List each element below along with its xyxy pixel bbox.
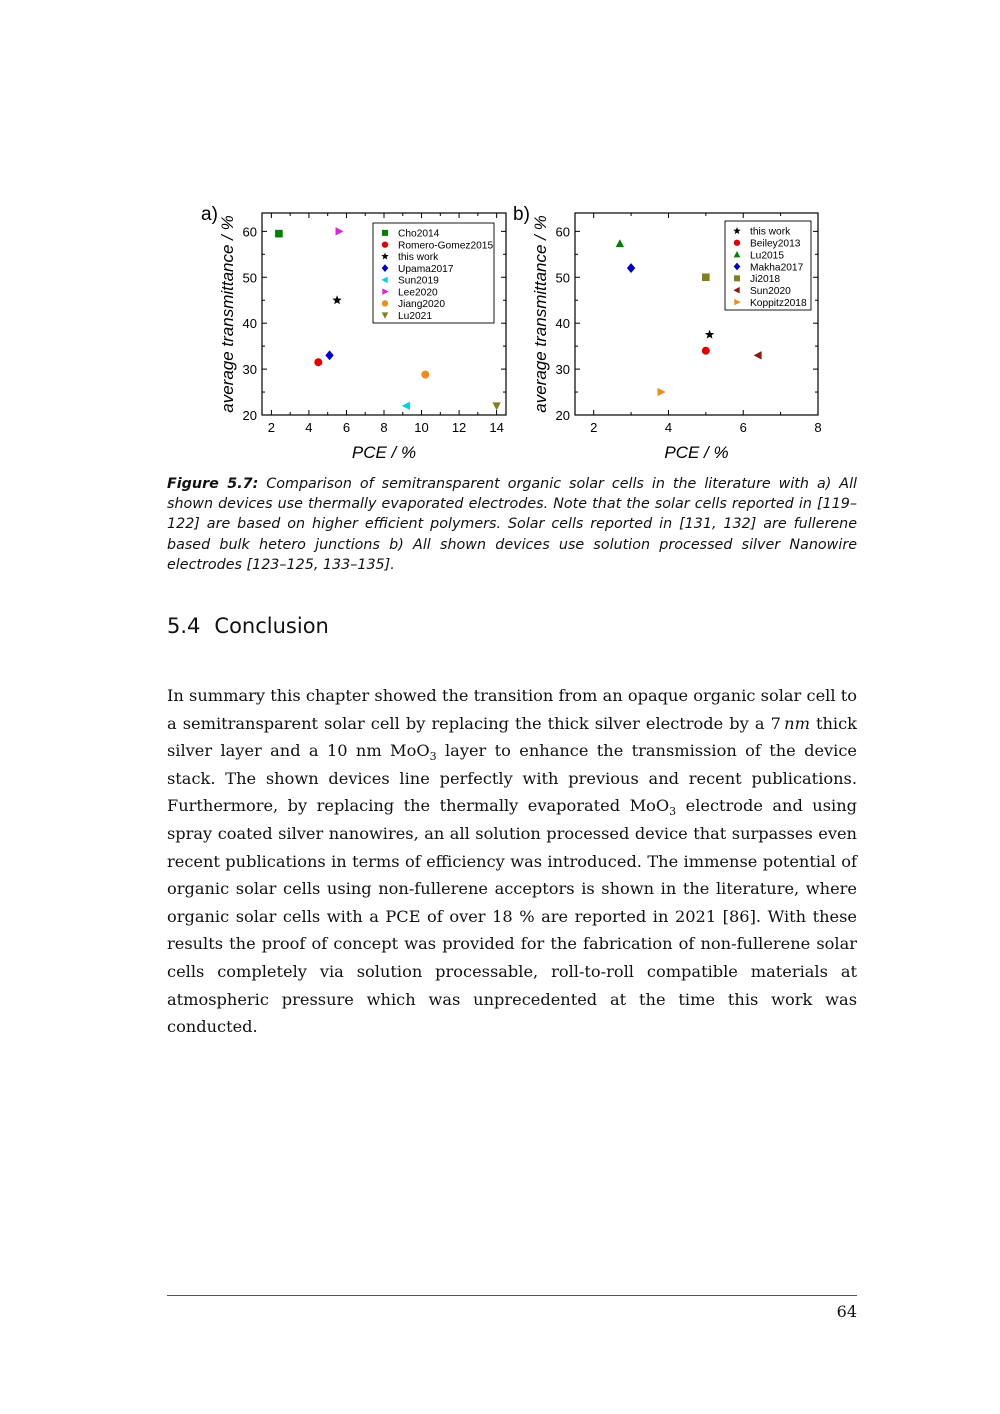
legend-entry: Beiley2013 bbox=[750, 238, 801, 250]
legend-marker bbox=[382, 300, 388, 306]
data-point bbox=[616, 239, 624, 247]
legend-entry: Jiang2020 bbox=[398, 299, 446, 311]
data-point bbox=[492, 402, 500, 410]
caption-label: Figure 5.7: bbox=[167, 476, 259, 492]
data-point bbox=[336, 227, 344, 235]
data-point bbox=[705, 330, 714, 339]
subscript-3: 3 bbox=[429, 750, 437, 764]
body-text-3: layer to enhance the transmission of the device stack. The shown devices line perfectly with previous and recent publications. Furthermore, by replacing the thermally evaporated MoO bbox=[167, 741, 857, 816]
body-text-4: electrode and using spray coated silver nanowires, an all solution processed device that surpasses even recent publications in terms of efficiency was introduced. The immense potential of organic solar cells using non-fullerene acceptors is shown in the literature, where organic solar cells with a PCE of over 18 % are reported in 2021 [86]. With these results the proof of concept was provided for the fabrication of non-fullerene solar cells completely via solution processable, roll-to-roll compatible materials at atmospheric pressure which was unprecedented at the time this work was conducted. bbox=[167, 796, 857, 1037]
footer-rule bbox=[167, 1295, 857, 1296]
y-tick-label: 50 bbox=[242, 270, 257, 286]
x-tick-label: 10 bbox=[414, 420, 429, 435]
legend-entry: Makha2017 bbox=[750, 262, 804, 274]
legend-entry: Ji2018 bbox=[750, 274, 781, 286]
x-axis-label: PCE / % bbox=[664, 443, 729, 462]
y-axis-label: average transmittance / % bbox=[218, 215, 237, 413]
data-point bbox=[702, 273, 710, 281]
panel-label: a) bbox=[201, 204, 218, 225]
y-tick-label: 30 bbox=[555, 362, 570, 378]
data-point bbox=[754, 351, 762, 359]
y-tick-label: 40 bbox=[555, 316, 570, 332]
x-tick-label: 6 bbox=[342, 420, 351, 435]
legend-marker bbox=[382, 241, 388, 247]
x-tick-label: 8 bbox=[814, 420, 822, 435]
figure-5-7 bbox=[195, 198, 835, 473]
x-tick-label: 2 bbox=[267, 420, 276, 435]
legend-entry: Sun2020 bbox=[750, 286, 791, 298]
section-heading bbox=[167, 614, 329, 638]
chart-panel bbox=[201, 204, 506, 462]
x-tick-label: 6 bbox=[739, 420, 747, 435]
legend-entry: Cho2014 bbox=[398, 228, 440, 240]
legend-entry: Sun2019 bbox=[398, 275, 439, 287]
legend-marker bbox=[734, 275, 740, 281]
legend-entry: Lee2020 bbox=[398, 287, 438, 299]
y-tick-label: 30 bbox=[242, 362, 257, 378]
chart-panel bbox=[513, 204, 822, 462]
y-tick-label: 60 bbox=[242, 224, 257, 240]
x-tick-label: 4 bbox=[305, 420, 313, 435]
figure-caption bbox=[167, 474, 857, 575]
section-title: Conclusion bbox=[214, 614, 329, 638]
y-tick-label: 20 bbox=[242, 408, 257, 423]
data-point bbox=[275, 230, 283, 238]
legend-marker bbox=[734, 240, 740, 246]
caption-text: Comparison of semitransparent organic solar cells in the literature with a) All shown devices use thermally evaporated electrodes. Note that the solar cells reported in [119–122] are based on higher efficient polymers. Solar cells reported in [131, 132] are fullerene based bulk hetero junctions b) All shown devices use solution processed silver Nanowire electrodes [123–125, 133–135]. bbox=[167, 476, 858, 573]
page-number: 64 bbox=[836, 1302, 857, 1321]
legend-marker bbox=[382, 230, 388, 236]
data-point bbox=[627, 263, 635, 273]
legend-entry: Upama2017 bbox=[398, 263, 454, 275]
x-tick-label: 14 bbox=[489, 420, 504, 435]
x-tick-label: 12 bbox=[451, 420, 467, 435]
section-number: 5.4 bbox=[167, 614, 201, 638]
x-axis-label: PCE / % bbox=[351, 443, 417, 462]
y-axis-label: average transmittance / % bbox=[531, 215, 550, 413]
legend-entry: Lu2015 bbox=[750, 250, 784, 262]
legend-entry: Lu2021 bbox=[398, 310, 432, 322]
body-paragraph bbox=[167, 682, 857, 1041]
data-point bbox=[421, 371, 429, 379]
legend-entry: this work bbox=[750, 226, 791, 238]
data-point bbox=[325, 350, 333, 360]
x-tick-label: 4 bbox=[664, 420, 673, 435]
unit-nm: nm bbox=[784, 713, 810, 733]
y-tick-label: 40 bbox=[242, 316, 257, 332]
body-text-2: thick silver layer and a 10 nm MoO bbox=[167, 713, 857, 761]
body-text-1: In summary this chapter showed the transition from an opaque organic solar cell to a semitransparent solar cell by replacing the thick silver electrode by a 7 bbox=[167, 686, 857, 733]
legend-entry: Koppitz2018 bbox=[750, 297, 807, 309]
data-point bbox=[314, 358, 322, 366]
x-tick-label: 2 bbox=[590, 420, 598, 435]
y-tick-label: 60 bbox=[555, 224, 570, 240]
y-tick-label: 20 bbox=[555, 408, 570, 423]
y-tick-label: 50 bbox=[555, 270, 570, 286]
legend-entry: Romero-Gomez2015 bbox=[398, 240, 494, 252]
x-tick-label: 8 bbox=[380, 420, 388, 435]
data-point bbox=[702, 347, 710, 355]
panel-label: b) bbox=[513, 204, 530, 225]
legend-entry: this work bbox=[398, 252, 439, 264]
data-point bbox=[332, 295, 341, 304]
figure-charts bbox=[195, 198, 835, 473]
subscript-3: 3 bbox=[669, 805, 677, 819]
data-point bbox=[402, 402, 410, 410]
data-point bbox=[658, 388, 666, 396]
